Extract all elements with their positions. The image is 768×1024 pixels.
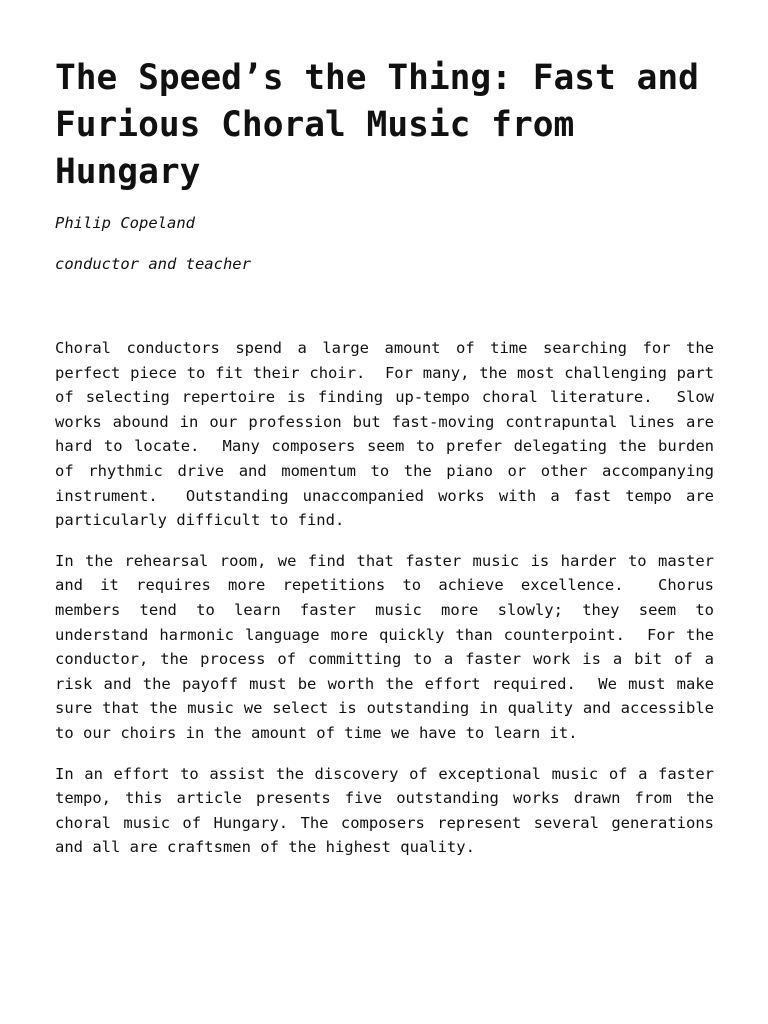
paragraph: In the rehearsal room, we find that faster music is harder to master and it requires more repetitions to achieve excellence. Chorus members tend to learn faster music more slowly; they seem to understand harmonic language more quickly than counterpoint. For the conductor, the process of committing to a faster work is a bit of a risk and the payoff must be worth the effort required. We must make sure that the music we select is outstanding in quality and accessible to our choirs in the amount of time we have to learn it.	[55, 551, 724, 742]
paragraph: Choral conductors spend a large amount of time searching for the perfect piece to fit their choir. For many, the most challenging part of selecting repertoire is finding up-tempo choral literature. Slow works abound in our profession but fast-moving contrapuntal lines are hard to locate. Many composers seem to prefer delegating the burden of rhythmic drive and momentum to the piano or other accompanying instrument. Outstanding unaccompanied works with a fast tempo are particularly difficult to find.	[55, 339, 724, 530]
author-role: conductor and teacher	[55, 255, 251, 273]
author-name: Philip Copeland	[55, 214, 195, 232]
paragraph: In an effort to assist the discovery of exceptional music of a faster tempo, this article presents five outstanding works drawn from the choral music of Hungary. The composers represent several generations and all are craftsmen of the highest quality.	[55, 764, 724, 857]
article-body	[55, 336, 724, 876]
article-title: The Speed’s the Thing: Fast and Furious Choral Music from Hungary	[55, 58, 699, 192]
